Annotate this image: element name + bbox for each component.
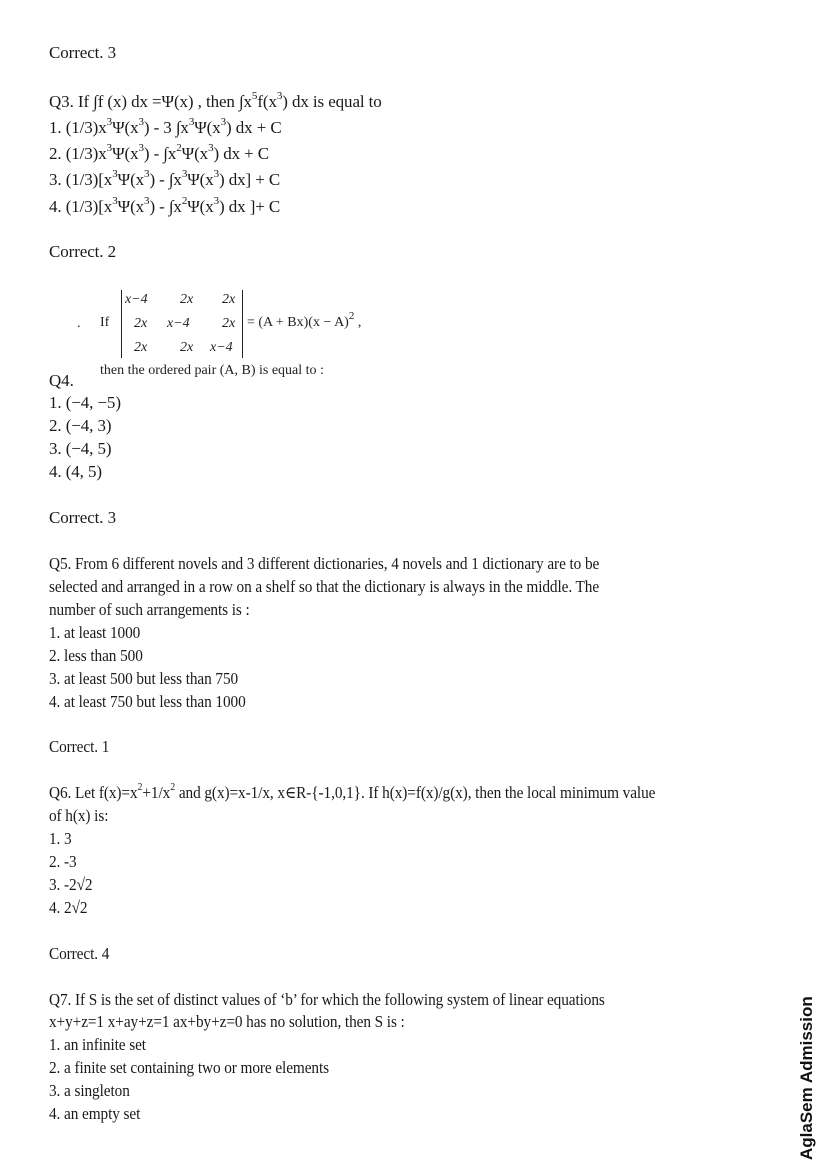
q4-then-text: then the ordered pair (A, B) is equal to :	[100, 363, 324, 378]
q5-answer: Correct. 1	[49, 737, 110, 756]
q6-option-2: 2. -3	[49, 852, 77, 871]
q7-stem-line-2: x+y+z=1 x+ay+z=1 ax+by+z=0 has no solution, then S is :	[49, 1012, 405, 1031]
q7-option-4: 4. an empty set	[49, 1104, 141, 1123]
q3-answer: Correct. 2	[49, 242, 116, 261]
q5-stem-line-2: selected and arranged in a row on a shelf so that the dictionary is always in the middle. The	[49, 577, 600, 596]
q7-stem-line-1: Q7. If S is the set of distinct values of ‘b’ for which the following system of linear equations	[49, 990, 605, 1009]
q5-stem-line-1: Q5. From 6 different novels and 3 different dictionaries, 4 novels and 1 dictionary are to be	[49, 554, 600, 573]
q6-option-1: 1. 3	[49, 829, 72, 848]
q6-stem-line-2: of h(x) is:	[49, 806, 109, 825]
q3-option-3: 3. $(1/3)[x^3\Psi(x^3) - \int x^3\Psi(x^3) dx] + C$	[49, 168, 281, 189]
q4-option-1: 1. (−4, −5)	[49, 393, 121, 412]
q5-option-1: 1. at least 1000	[49, 623, 141, 642]
q3-stem: Q3. If ∫f (x) dx =Ψ(x) , then $\int x^5f(x^3)$ dx is equal to	[49, 90, 382, 111]
q7-option-3: 3. a singleton	[49, 1081, 130, 1100]
q4-rhs: = $(A + Bx)(x - A)^2$ ,	[247, 310, 362, 330]
q4-bullet: .	[77, 316, 81, 331]
determinant-matrix: x−4 2x 2x 2x x−4 2x 2x 2x x−4	[121, 290, 243, 358]
previous-answer: Correct. 3	[49, 43, 116, 62]
q3-option-1: 1. $(1/3)x^3\Psi(x^3) - 3$ $\int x^3\Psi(x^3)$ dx + C	[49, 116, 282, 137]
q4-label: Q4.	[49, 371, 74, 390]
aglasem-watermark: AglaSem Admission	[797, 996, 816, 1160]
q4-determinant-figure	[73, 286, 433, 376]
q6-option-4: 4. 2√2	[49, 898, 88, 917]
q5-stem-line-3: number of such arrangements is :	[49, 600, 250, 619]
q5-option-3: 3. at least 500 but less than 750	[49, 669, 239, 688]
q4-option-4: 4. (4, 5)	[49, 462, 102, 481]
q4-if-label: If	[100, 315, 110, 330]
q5-option-4: 4. at least 750 but less than 1000	[49, 692, 246, 711]
q4-option-3: 3. (−4, 5)	[49, 439, 112, 458]
q3-option-4: 4. $(1/3)[x^3\Psi(x^3) - \int x^2\Psi(x^3)$ dx ]+ C	[49, 195, 281, 216]
q4-option-2: 2. (−4, 3)	[49, 416, 112, 435]
q6-answer: Correct. 4	[49, 944, 110, 963]
q5-option-2: 2. less than 500	[49, 646, 143, 665]
q7-option-1: 1. an infinite set	[49, 1035, 146, 1054]
q6-stem-line-1: Q6. Let $f(x)=x^2+1/x^2$ and g(x)=x-1/x, x∈R-{-1,0,1}. If h(x)=f(x)/g(x), then the local minimum value	[49, 781, 656, 802]
q6-option-3: 3. -2√2	[49, 875, 93, 894]
q4-answer: Correct. 3	[49, 508, 116, 527]
q7-option-2: 2. a finite set containing two or more elements	[49, 1058, 330, 1077]
q3-option-2: 2. $(1/3)x^3\Psi(x^3) - \int x^2\Psi(x^3)$ dx + C	[49, 142, 270, 163]
